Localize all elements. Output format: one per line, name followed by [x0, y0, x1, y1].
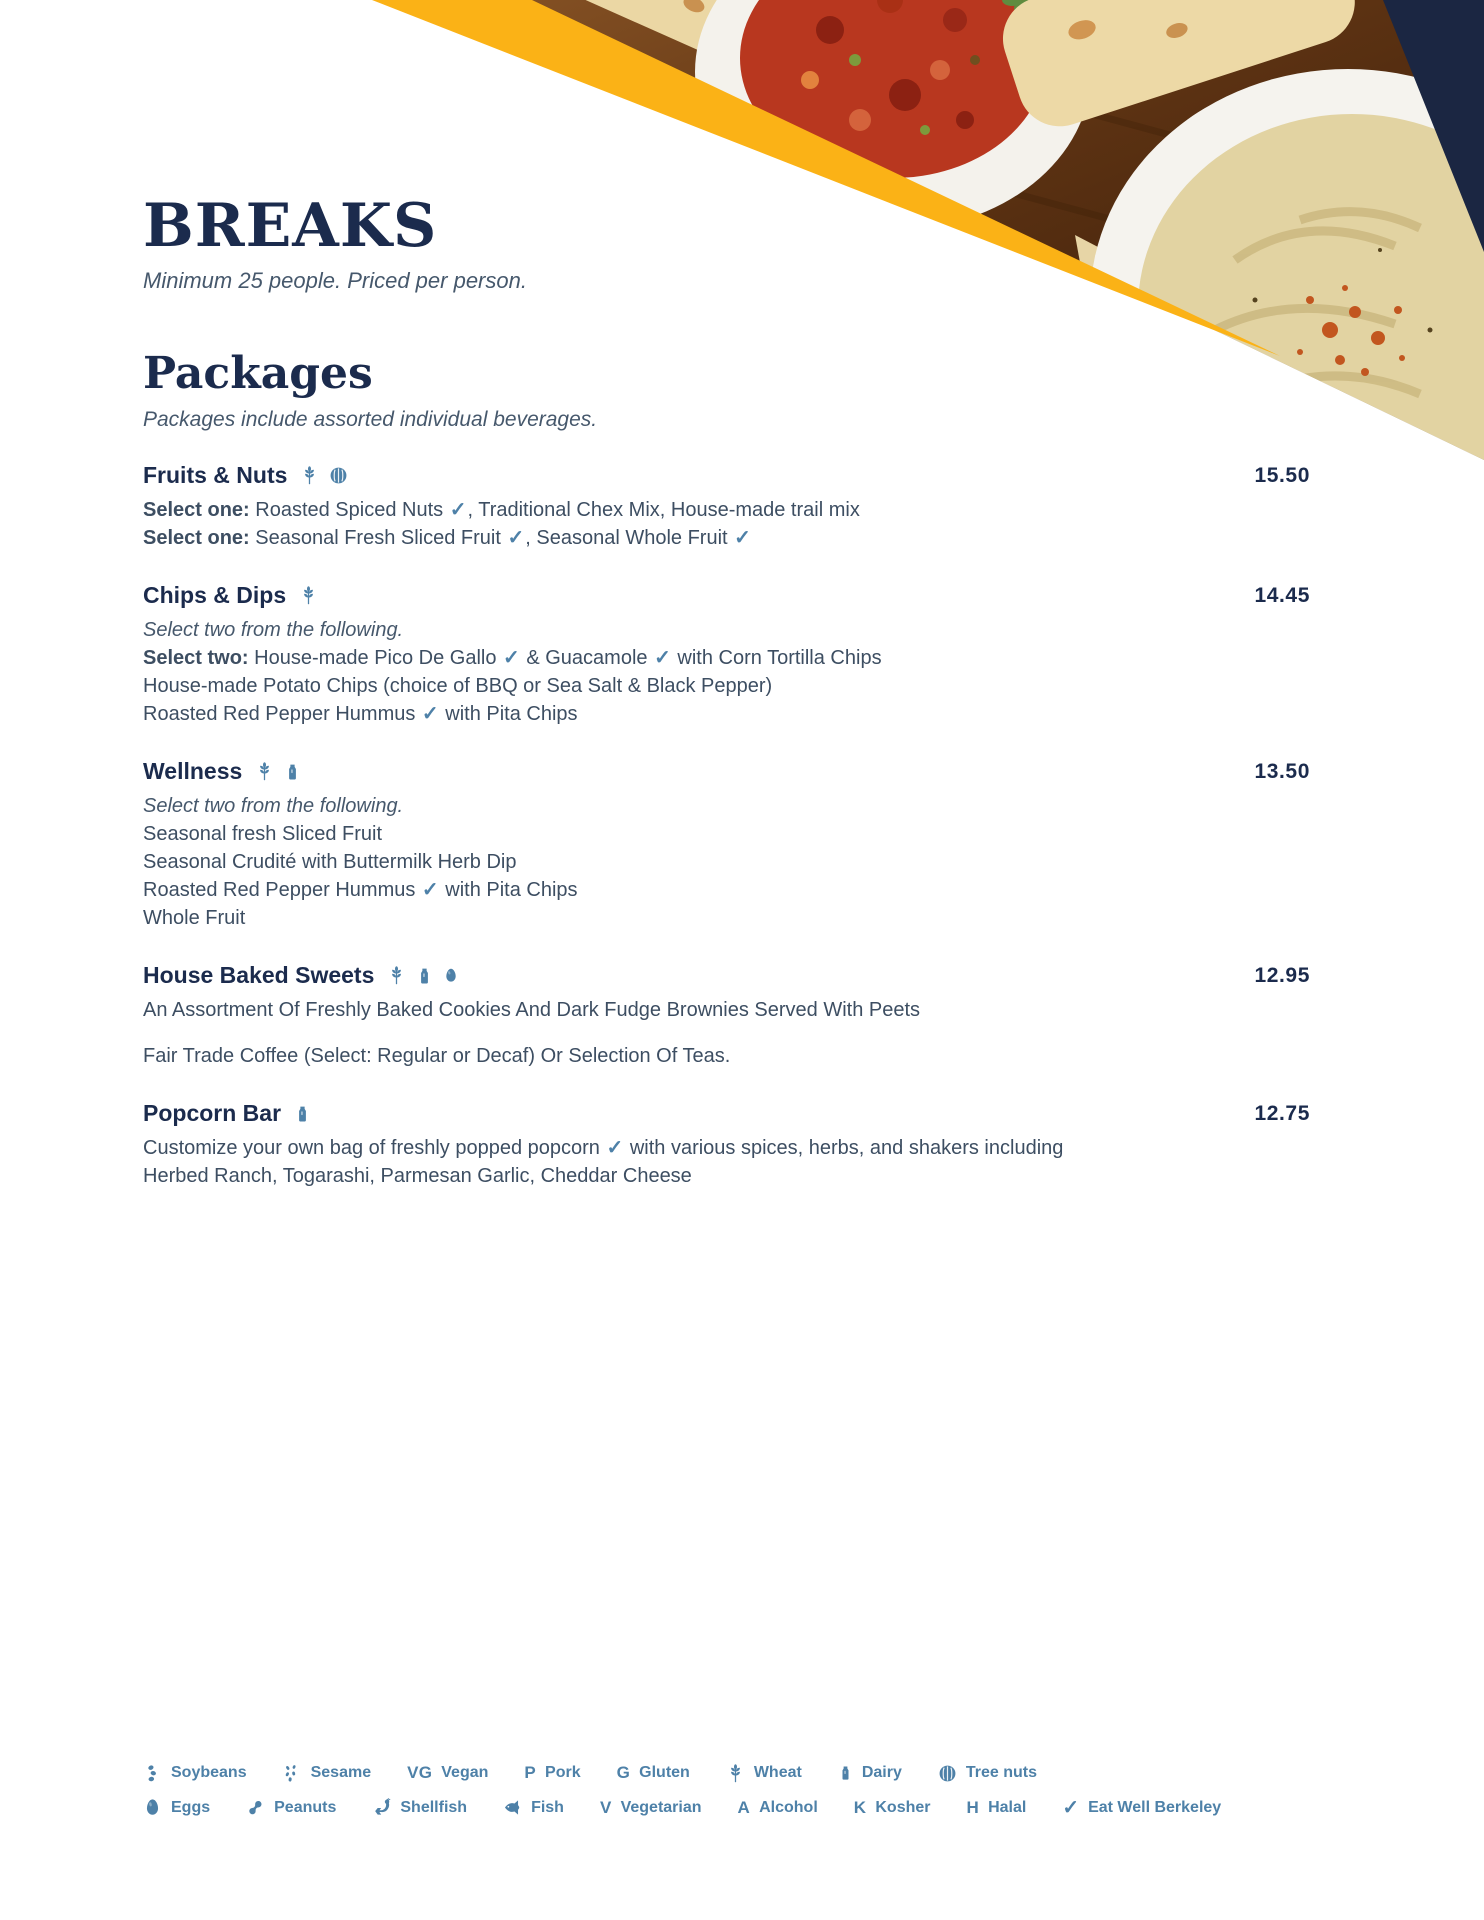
menu-item-allergen-icons — [387, 964, 459, 988]
shellfish-icon — [372, 1798, 391, 1817]
menu-line: Herbed Ranch, Togarashi, Parmesan Garlic, Cheddar Cheese — [143, 1165, 692, 1187]
menu-line: Select one: Roasted Spiced Nuts ✓, Traditional Chex Mix, House-made trail mix — [143, 499, 860, 521]
menu-items — [143, 462, 1310, 1190]
legend-badge-a: A — [737, 1797, 751, 1817]
legend-badge-h: H — [966, 1797, 980, 1817]
menu-item-header — [143, 462, 1310, 489]
legend-badge-v: V — [599, 1797, 612, 1817]
menu-line: Select two: House-made Pico De Gallo ✓ & Guacamole ✓ with Corn Tortilla Chips — [143, 647, 882, 669]
menu-item — [143, 1100, 1310, 1190]
menu-item-price: 12.95 — [1254, 963, 1310, 987]
menu-item-allergen-icons — [300, 466, 348, 485]
egg-icon — [443, 966, 459, 985]
treenut-icon — [329, 466, 348, 485]
eat-well-check-icon: ✓ — [606, 1137, 624, 1159]
legend-entry — [407, 1763, 488, 1783]
menu-item-description — [143, 496, 1310, 552]
menu-item-name: Wellness — [143, 758, 243, 784]
menu-line: Fair Trade Coffee (Select: Regular or Decaf) Or Selection Of Teas. — [143, 1045, 731, 1067]
eat-well-check-icon: ✓ — [449, 499, 467, 521]
menu-line: Customize your own bag of freshly popped popcorn ✓ with various spices, herbs, and shakers including — [143, 1137, 1064, 1159]
legend-label: Eggs — [171, 1798, 211, 1816]
dairy-icon — [838, 1762, 853, 1784]
dairy-icon — [284, 760, 301, 784]
menu-item-header — [143, 962, 1310, 989]
legend-label: Peanuts — [274, 1798, 337, 1816]
legend-entry — [938, 1764, 1037, 1783]
wheat-icon — [387, 966, 406, 985]
legend-label: Gluten — [639, 1764, 690, 1781]
legend-label: Soybeans — [171, 1764, 247, 1781]
menu-line: Select two from the following. — [143, 619, 404, 641]
menu-item-price: 13.50 — [1254, 759, 1310, 783]
menu-line: Roasted Red Pepper Hummus ✓ with Pita Chips — [143, 703, 578, 725]
eat-well-check-icon: ✓ — [503, 647, 520, 669]
legend-label: Dairy — [861, 1764, 902, 1781]
legend-entry — [283, 1764, 372, 1783]
legend-label: Sesame — [310, 1764, 372, 1781]
legend-badge-k: K — [853, 1797, 867, 1817]
legend-label: Shellfish — [400, 1798, 468, 1816]
menu-item — [143, 462, 1310, 552]
legend-label: Alcohol — [759, 1798, 818, 1816]
menu-line: Whole Fruit — [143, 907, 246, 929]
menu-item-price: 14.45 — [1254, 583, 1310, 607]
wheat-icon — [299, 586, 318, 605]
menu-item-allergen-icons — [299, 586, 318, 605]
legend-entry — [372, 1798, 467, 1817]
legend-badge-vg: VG — [407, 1763, 433, 1782]
dairy-icon — [416, 964, 433, 988]
treenut-icon — [938, 1764, 957, 1783]
legend-badge-g: G — [616, 1763, 631, 1782]
menu-item — [143, 758, 1310, 932]
eat-well-check-icon: ✓ — [421, 879, 439, 901]
menu-item-header — [143, 1100, 1310, 1127]
menu-line: House-made Potato Chips (choice of BBQ or Sea Salt & Black Pepper) — [143, 675, 773, 697]
legend-label: Eat Well Berkeley — [1088, 1798, 1222, 1816]
legend-entry — [503, 1798, 564, 1817]
menu-item-name: Fruits & Nuts — [143, 462, 288, 488]
page-title: BREAKS — [143, 191, 438, 261]
menu-line: An Assortment Of Freshly Baked Cookies And Dark Fudge Brownies Served With Peets — [143, 999, 921, 1021]
menu-item-name: Chips & Dips — [143, 582, 287, 608]
section-subtitle: Packages include assorted individual beverages. — [143, 408, 598, 431]
legend-label: Fish — [531, 1798, 564, 1816]
legend-entry — [524, 1763, 580, 1783]
legend-badge-p: P — [524, 1763, 537, 1782]
wheat-icon — [255, 762, 274, 781]
menu-item-header — [143, 758, 1310, 785]
allergen-legend — [143, 1762, 1221, 1820]
menu-item-price: 15.50 — [1254, 463, 1310, 487]
section-title: Packages — [143, 348, 373, 399]
menu-item — [143, 582, 1310, 728]
menu-item — [143, 962, 1310, 1070]
legend-entry — [838, 1762, 902, 1784]
eat-well-check-icon: ✓ — [1062, 1797, 1080, 1819]
menu-item-name: House Baked Sweets — [143, 962, 375, 988]
menu-item-allergen-icons — [294, 1102, 311, 1126]
legend-label: Pork — [545, 1764, 581, 1781]
menu-item-description — [143, 616, 1310, 728]
eat-well-check-icon: ✓ — [421, 703, 439, 725]
menu-line: Seasonal fresh Sliced Fruit — [143, 823, 383, 845]
menu-item-description — [143, 792, 1310, 932]
legend-label: Vegetarian — [620, 1798, 702, 1816]
menu-item-header — [143, 582, 1310, 609]
fish-icon — [503, 1798, 522, 1817]
menu-line: Roasted Red Pepper Hummus ✓ with Pita Chips — [143, 879, 578, 901]
legend-row — [143, 1762, 1221, 1784]
legend-entry — [246, 1798, 336, 1817]
page-subtitle: Minimum 25 people. Priced per person. — [143, 268, 527, 293]
eat-well-check-icon: ✓ — [654, 647, 671, 669]
sesame-icon — [283, 1764, 302, 1783]
legend-label: Halal — [988, 1798, 1027, 1816]
peanut-icon — [246, 1798, 265, 1817]
wheat-icon — [726, 1764, 745, 1783]
legend-label: Vegan — [441, 1764, 489, 1781]
eat-well-check-icon: ✓ — [734, 527, 751, 549]
menu-content — [143, 191, 1310, 1190]
menu-line: Select one: Seasonal Fresh Sliced Fruit ✓, Seasonal Whole Fruit ✓ — [143, 527, 751, 549]
legend-entry — [726, 1764, 802, 1783]
legend-entry — [966, 1798, 1026, 1818]
legend-entry — [143, 1798, 210, 1817]
menu-item-name: Popcorn Bar — [143, 1100, 282, 1126]
egg-icon — [143, 1798, 162, 1817]
menu-line: Seasonal Crudité with Buttermilk Herb Dip — [143, 851, 517, 873]
menu-item-price: 12.75 — [1254, 1101, 1310, 1125]
wheat-icon — [300, 466, 319, 485]
soybean-icon — [143, 1764, 162, 1783]
dairy-icon — [294, 1102, 311, 1126]
menu-item-description — [143, 1134, 1310, 1190]
menu-line: Select two from the following. — [143, 795, 404, 817]
legend-label: Kosher — [875, 1798, 931, 1816]
menu-item-allergen-icons — [255, 760, 301, 784]
legend-entry — [854, 1798, 931, 1818]
legend-label: Wheat — [753, 1764, 802, 1781]
legend-label: Tree nuts — [965, 1764, 1037, 1781]
legend-entry — [738, 1798, 818, 1818]
legend-entry — [143, 1764, 247, 1783]
eat-well-check-icon: ✓ — [507, 527, 525, 549]
menu-item-description — [143, 996, 1310, 1070]
legend-entry — [617, 1763, 690, 1783]
legend-entry — [1062, 1795, 1221, 1820]
legend-entry — [600, 1798, 702, 1818]
legend-row — [143, 1795, 1221, 1820]
